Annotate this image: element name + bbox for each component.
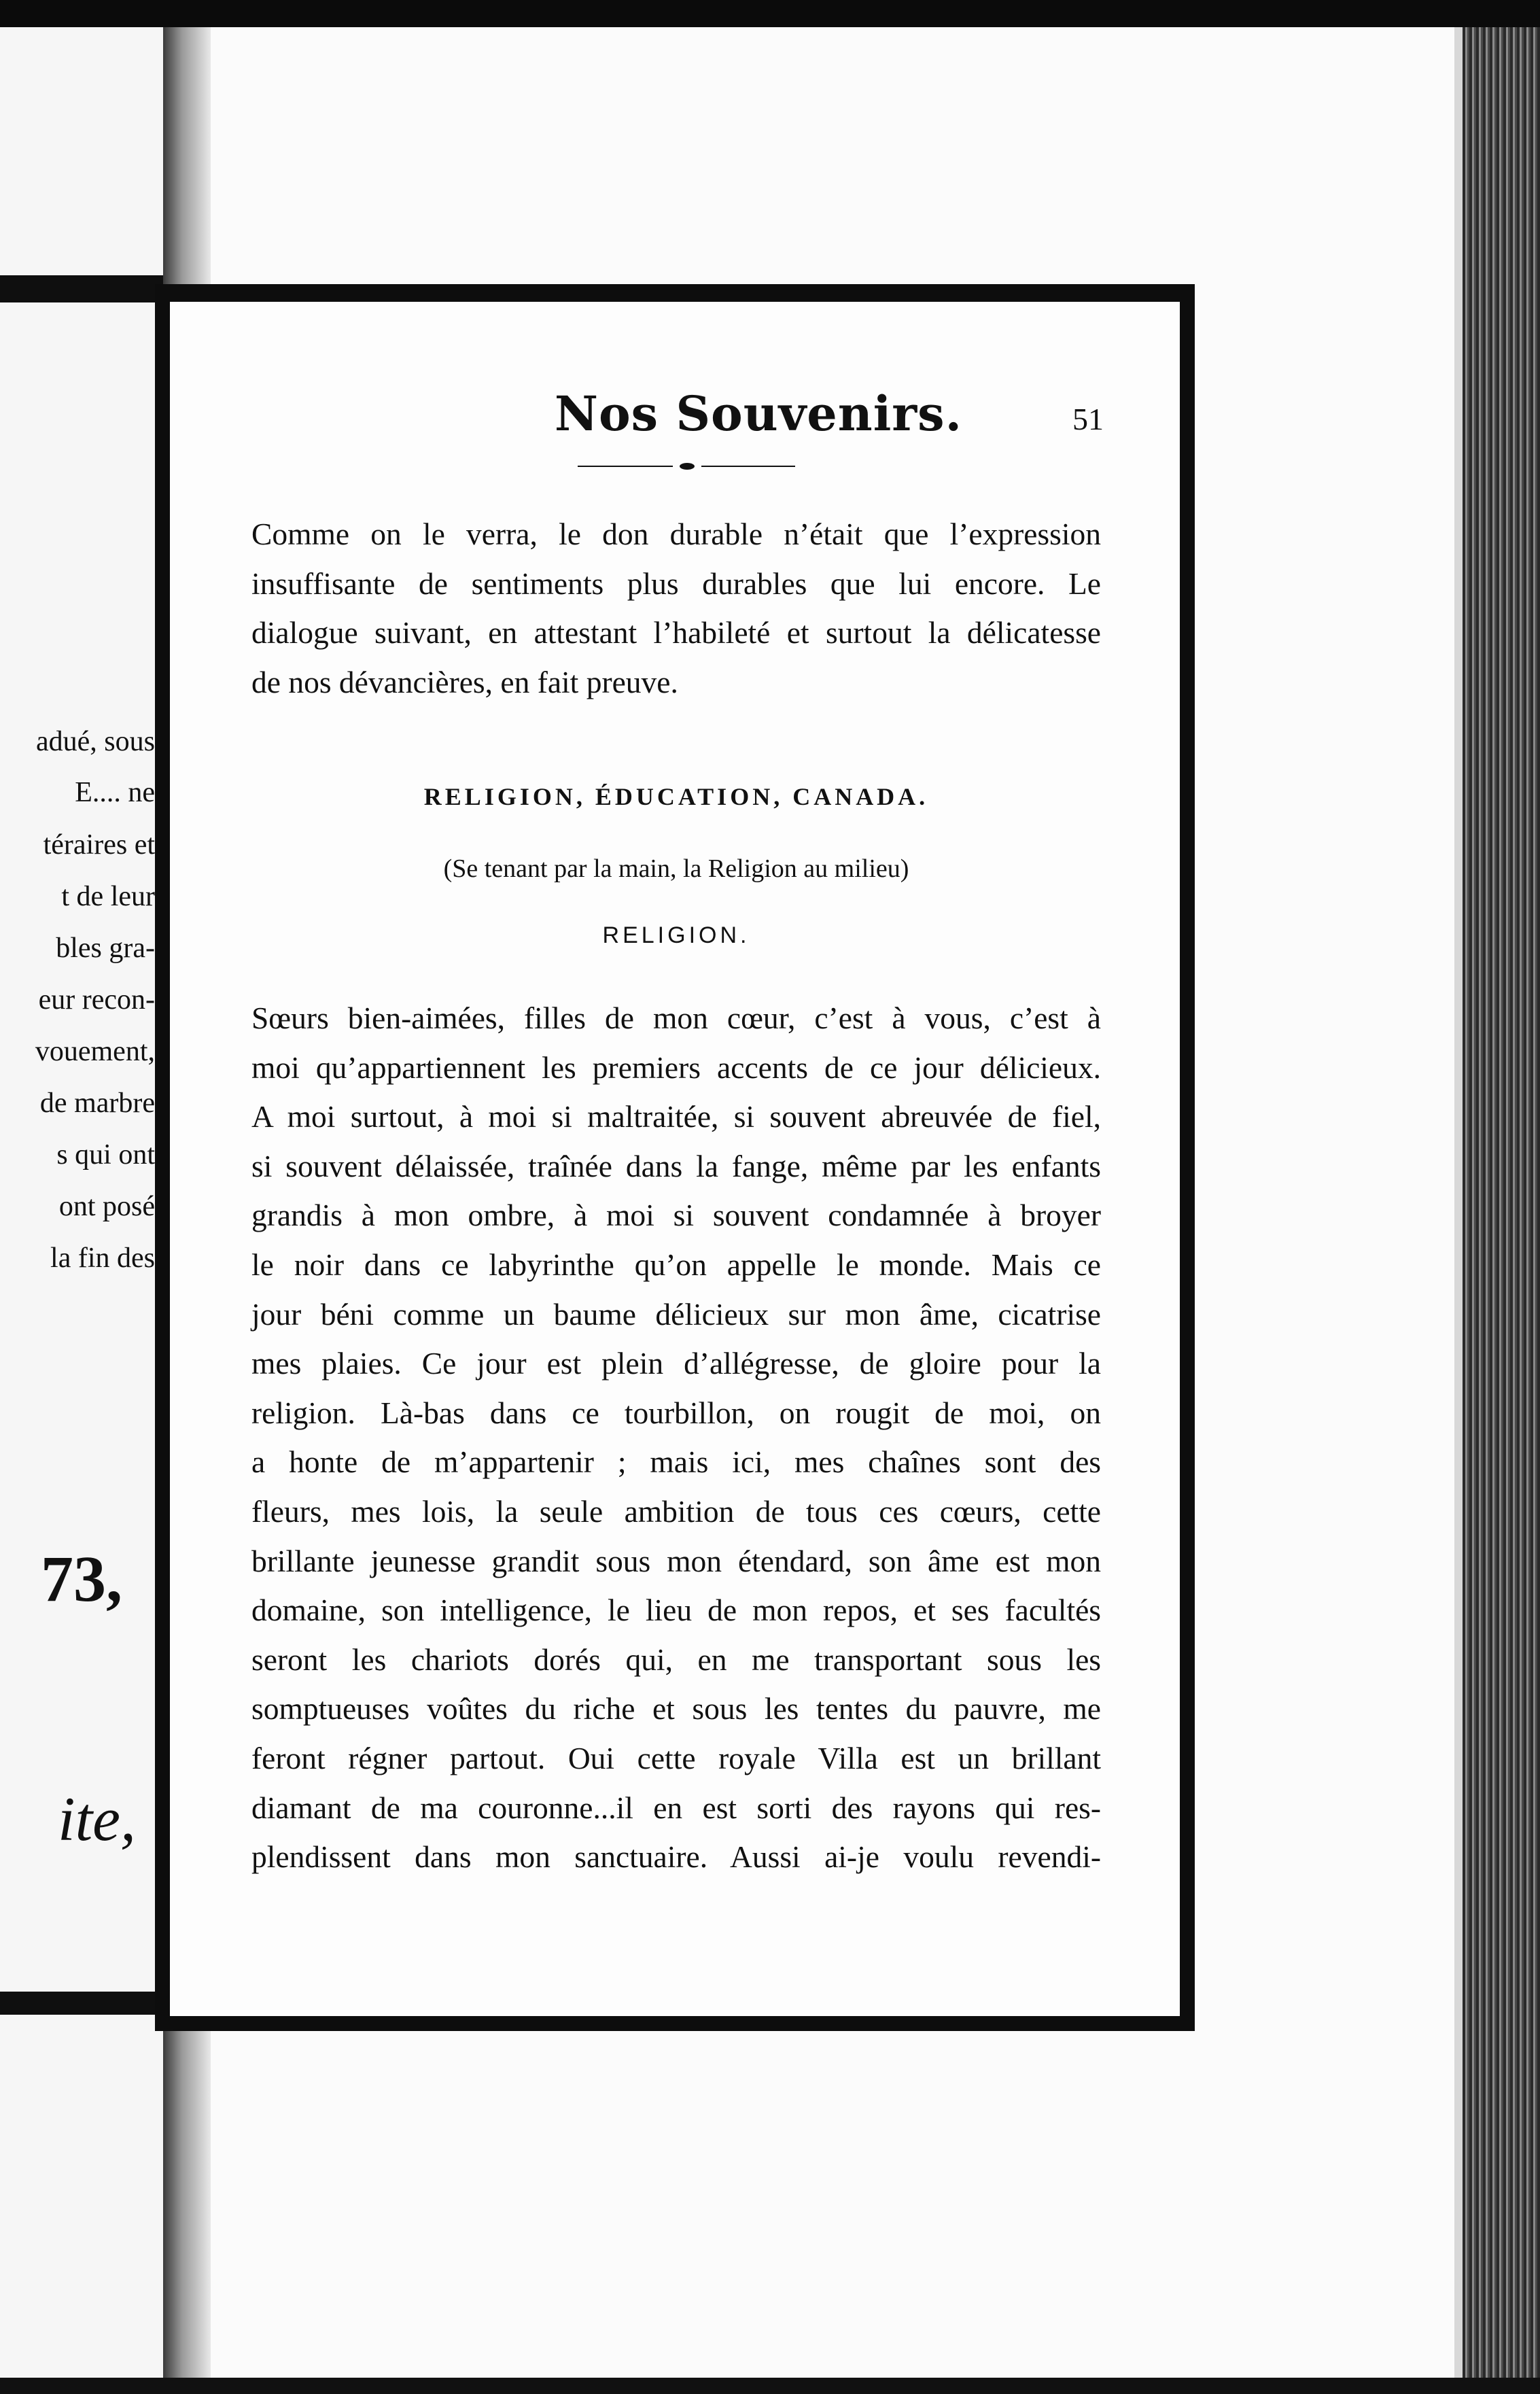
left-page-line: la fin des — [50, 1243, 155, 1274]
text-line: somptueuses voûtes du riche et sous les tentes du pauvre, me — [251, 1691, 1101, 1727]
scan-bottom-edge — [0, 2378, 1540, 2394]
ornament-rule-left — [578, 466, 673, 467]
speaker-name: RELIGION. — [602, 922, 750, 948]
left-page-line: téraires et — [43, 829, 155, 861]
text-line: fleurs, mes lois, la seule ambition de tous ces cœurs, cette — [251, 1493, 1101, 1529]
page-frame — [155, 284, 1195, 2031]
text-line: plendissent dans mon sanctuaire. Aussi ai-je voulu revendi- — [251, 1839, 1101, 1875]
text-line: dialogue suivant, en attestant l’habileté et surtout la délicatesse — [251, 615, 1101, 650]
header-ornament — [578, 463, 795, 470]
text-line: insuffisante de sentiments plus durables que lui encore. Le — [251, 566, 1101, 601]
left-page-line: de marbre — [39, 1088, 155, 1119]
dialogue-paragraph — [251, 994, 1101, 1882]
text-line: Sœurs bien-aimées, filles de mon cœur, c’est à vous, c’est à — [251, 1001, 1101, 1035]
left-page-script-text: ite, — [58, 1784, 136, 1854]
left-page-top-rule — [0, 275, 163, 302]
text-line: brillante jeunesse grandit sous mon étendard, son âme est mon — [251, 1543, 1101, 1578]
left-page-bottom-rule — [0, 1992, 163, 2015]
page-number: 51 — [1072, 402, 1104, 436]
left-page-line: vouement, — [35, 1036, 155, 1067]
left-page-large-number: 73, — [41, 1542, 122, 1615]
text-line: Comme on le verra, le don durable n’était que l’expression — [251, 517, 1101, 551]
text-line: mes plaies. Ce jour est plein d’allégresse, de gloire pour la — [251, 1346, 1101, 1381]
left-page-line: eur recon- — [38, 984, 155, 1016]
left-page-line: bles gra- — [56, 933, 155, 964]
text-line: feront régner partout. Oui cette royale Villa est un brillant — [251, 1740, 1101, 1775]
ornament-diamond — [680, 463, 695, 470]
left-page-line: ont posé — [58, 1191, 155, 1222]
left-facing-page — [0, 27, 163, 2378]
text-line: de nos dévancières, en fait preuve. — [251, 664, 678, 699]
text-line: A moi surtout, à moi si maltraitée, si souvent abreuvée de fiel, — [251, 1099, 1101, 1134]
ornament-rule-right — [701, 466, 795, 467]
book-page-edges — [1463, 27, 1540, 2378]
text-line: jour béni comme un baume délicieux sur mon âme, cicatrise — [251, 1296, 1101, 1332]
text-line: si souvent délaissée, traînée dans la fange, même par les enfants — [251, 1148, 1101, 1183]
intro-paragraph — [251, 510, 1101, 707]
text-line: le noir dans ce labyrinthe qu’on appelle le monde. Mais ce — [251, 1247, 1101, 1282]
text-line: religion. Là-bas dans ce tourbillon, on rougit de moi, on — [251, 1395, 1101, 1430]
running-header-title: Nos Souvenirs. — [555, 385, 962, 442]
text-line: seront les chariots dorés qui, en me transportant sous les — [251, 1642, 1101, 1677]
text-line: grandis à mon ombre, à moi si souvent condamnée à broyer — [251, 1198, 1101, 1233]
stage-direction: (Se tenant par la main, la Religion au milieu) — [443, 854, 909, 883]
scan-top-edge — [0, 0, 1540, 27]
left-page-line: adué, sous — [36, 726, 155, 757]
text-line: a honte de m’appartenir ; mais ici, mes chaînes sont des — [251, 1444, 1101, 1480]
left-page-line: t de leur — [61, 881, 155, 912]
text-line: moi qu’appartiennent les premiers accents de ce jour délicieux. — [251, 1049, 1101, 1085]
dialogue-heading: RELIGION, ÉDUCATION, CANADA. — [423, 783, 929, 810]
text-line: domaine, son intelligence, le lieu de mon repos, et ses facultés — [251, 1593, 1101, 1628]
text-line: diamant de ma couronne...il en est sorti des rayons qui res- — [251, 1790, 1101, 1825]
left-page-line: E.... ne — [75, 777, 155, 808]
left-page-line: s qui ont — [56, 1139, 155, 1170]
